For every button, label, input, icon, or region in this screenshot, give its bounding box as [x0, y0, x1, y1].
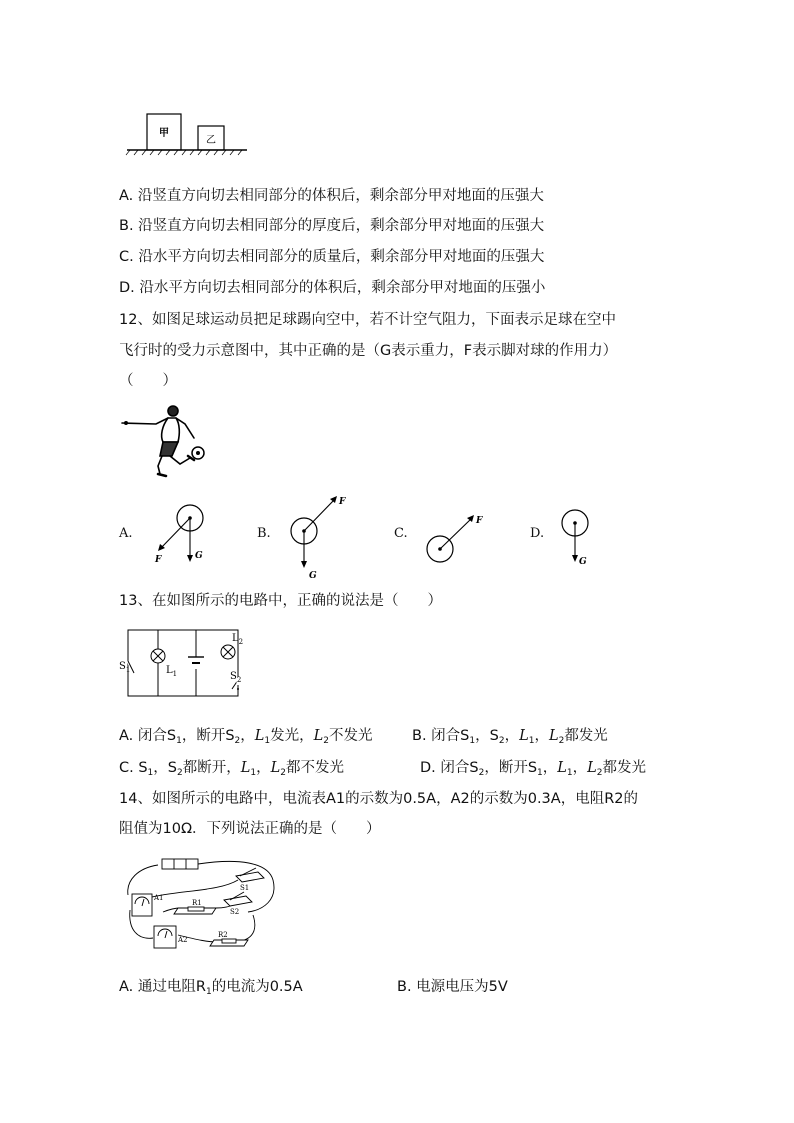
q12-option-c-diagram	[420, 510, 495, 570]
q12-option-a-diagram	[145, 500, 220, 570]
q13-option-c: C. $S_1$，$S_2$都断开，$L_1$，$L_2$都不发光	[119, 760, 344, 778]
force-f-label-c: F	[476, 516, 483, 526]
label-l1: $L_1$	[166, 665, 178, 678]
force-f-label-a: F	[155, 555, 162, 565]
q14-stem-line1: 14、如图所示的电路中，电流表A1的示数为0.5A，A2的示数为0.3A，电阻R2的	[119, 791, 638, 807]
q12-option-d-label: D.	[530, 526, 545, 541]
q14-circuit-physical-diagram	[118, 850, 278, 960]
q11-blocks-figure	[125, 108, 250, 156]
q11-option-d: D. 沿水平方向切去相同部分的体积后，剩余部分甲对地面的压强小	[119, 280, 546, 296]
q11-option-a: A. 沿竖直方向切去相同部分的体积后，剩余部分甲对地面的压强大	[119, 188, 544, 204]
label-a2: A2	[178, 936, 188, 944]
label-s2-physical: S2	[230, 908, 240, 916]
label-s1: $S_1$	[119, 661, 131, 674]
label-jia: 甲	[159, 128, 169, 139]
q12-stem-line1: 12、如图足球运动员把足球踢向空中，若不计空气阻力，下面表示足球在空中	[119, 312, 616, 328]
force-g-label-d: G	[579, 557, 587, 567]
label-r2: R2	[218, 931, 228, 939]
q14-option-a: A. 通过电阻$R_1$的电流为0.5A	[119, 979, 303, 997]
label-yi: 乙	[206, 135, 216, 146]
force-g-label-a: G	[195, 551, 203, 561]
q12-option-b-label: B.	[257, 526, 271, 541]
q12-option-d-diagram	[555, 505, 600, 570]
q12-option-a-label: A.	[119, 526, 133, 541]
force-f-label-b: F	[339, 497, 346, 507]
label-l2: $L_2$	[232, 633, 244, 646]
q12-option-b-diagram	[280, 490, 355, 580]
q14-option-b: B. 电源电压为5V	[397, 979, 508, 995]
q11-option-c: C. 沿水平方向切去相同部分的质量后，剩余部分甲对地面的压强大	[119, 249, 545, 265]
q13-option-d: D. 闭合$S_2$，断开$S_1$，$L_1$，$L_2$都发光	[420, 760, 647, 778]
q13-circuit-diagram	[118, 625, 248, 705]
q11-option-b: B. 沿竖直方向切去相同部分的厚度后，剩余部分甲对地面的压强大	[119, 218, 545, 234]
q14-stem-line2: 阻值为10Ω．下列说法正确的是（ ）	[119, 821, 381, 837]
q12-answer-bracket: （ ）	[119, 373, 177, 389]
label-s2: $S_2$	[230, 671, 242, 684]
force-g-label-b: G	[309, 571, 317, 580]
q13-option-a: A. 闭合$S_1$，断开$S_2$，$L_1$发光，$L_2$不发光	[119, 728, 373, 746]
q12-option-c-label: C.	[394, 526, 408, 541]
q13-option-b: B. 闭合$S_1$，$S_2$，$L_1$，$L_2$都发光	[412, 728, 608, 746]
label-r1: R1	[192, 899, 202, 907]
label-a1: A1	[154, 894, 164, 902]
q12-stem-line2: 飞行时的受力示意图中，其中正确的是（G表示重力，F表示脚对球的作用力）	[119, 343, 618, 359]
label-s1-physical: S1	[240, 884, 250, 892]
football-player-figure	[118, 402, 213, 480]
q13-stem: 13、在如图所示的电路中，正确的说法是（ ）	[119, 593, 442, 609]
